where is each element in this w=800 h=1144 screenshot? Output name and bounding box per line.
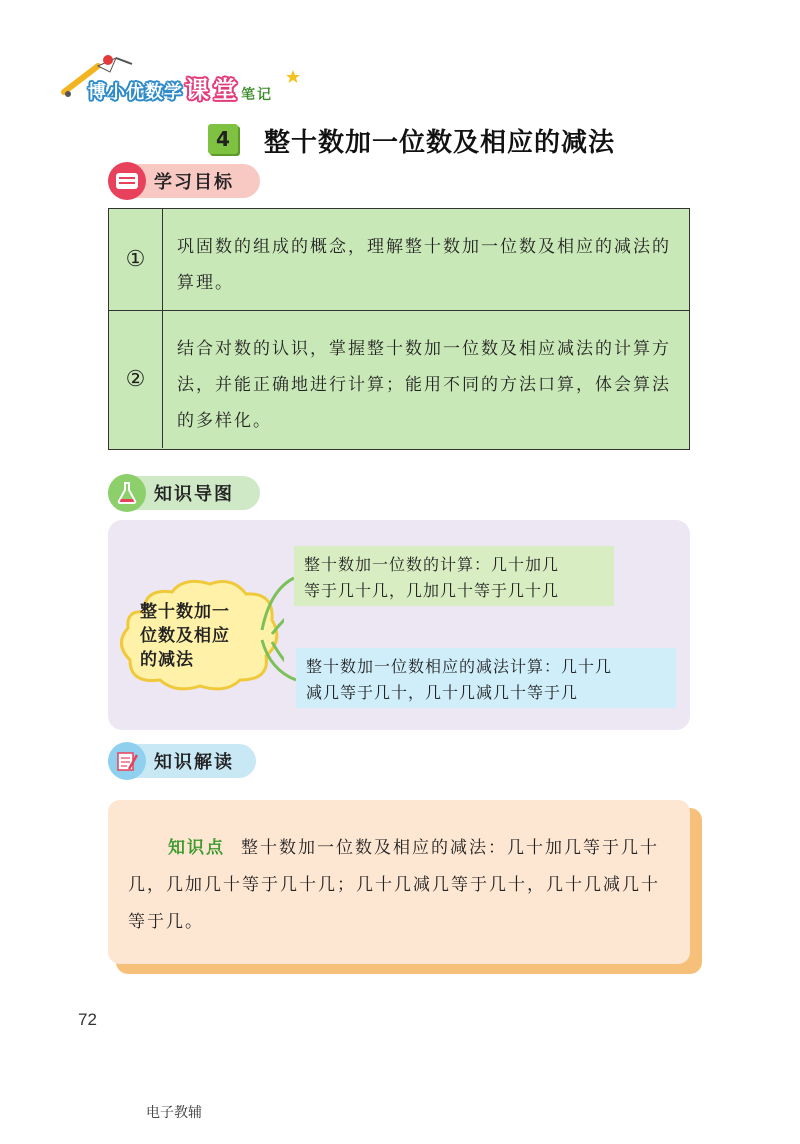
map-branch-subtraction: 整十数加一位数相应的减法计算：几十几 减几等于几十，几十几减几十等于几 <box>296 648 676 708</box>
star-icon <box>286 70 300 84</box>
map-center-topic: 整十数加一 位数及相应 的减法 <box>140 602 230 670</box>
knowledge-reading-label: 知识解读 <box>154 752 234 773</box>
knowledge-point-label: 知识点 <box>168 838 225 858</box>
logo-text: 博 小 优 数 学 课 堂 笔 记 <box>88 76 271 104</box>
notebook-icon <box>108 162 146 200</box>
knowledge-point-content <box>128 830 676 941</box>
goal-row <box>109 311 689 448</box>
knowledge-point-box <box>108 800 690 964</box>
knowledge-point-text: 整十数加一位数及相应的减法：几十加几等于几十几，几加几十等于几十几；几十几减几等于几十，几十几减几十等于几。 <box>128 838 660 932</box>
learning-goals-heading <box>108 164 260 198</box>
flask-icon <box>108 474 146 512</box>
header-logo <box>58 52 318 108</box>
notepad-pencil-icon <box>108 742 146 780</box>
knowledge-map-heading <box>108 476 260 510</box>
learning-goals-table <box>108 208 690 450</box>
knowledge-reading-heading <box>108 744 256 778</box>
goal-number: ① <box>109 209 163 310</box>
goal-text: 巩固数的组成的概念，理解整十数加一位数及相应的减法的算理。 <box>177 237 671 293</box>
page-number: 72 <box>78 1010 97 1029</box>
section-title: 整十数加一位数及相应的减法 <box>264 128 616 158</box>
section-number-badge: 4 <box>208 124 238 154</box>
knowledge-map-label: 知识导图 <box>154 484 234 505</box>
map-branch-addition: 整十数加一位数的计算：几十加几 等于几十几，几加几十等于几十几 <box>294 546 614 606</box>
learning-goals-label: 学习目标 <box>154 172 234 193</box>
goal-number: ② <box>109 311 163 448</box>
goal-text: 结合对数的认识，掌握整十数加一位数及相应减法的计算方法，并能正确地进行计算；能用不同的方法口算，体会算法的多样化。 <box>177 339 671 431</box>
knowledge-map <box>108 520 690 730</box>
goal-row <box>109 209 689 311</box>
footer-text: 电子教辅 <box>146 1105 202 1121</box>
